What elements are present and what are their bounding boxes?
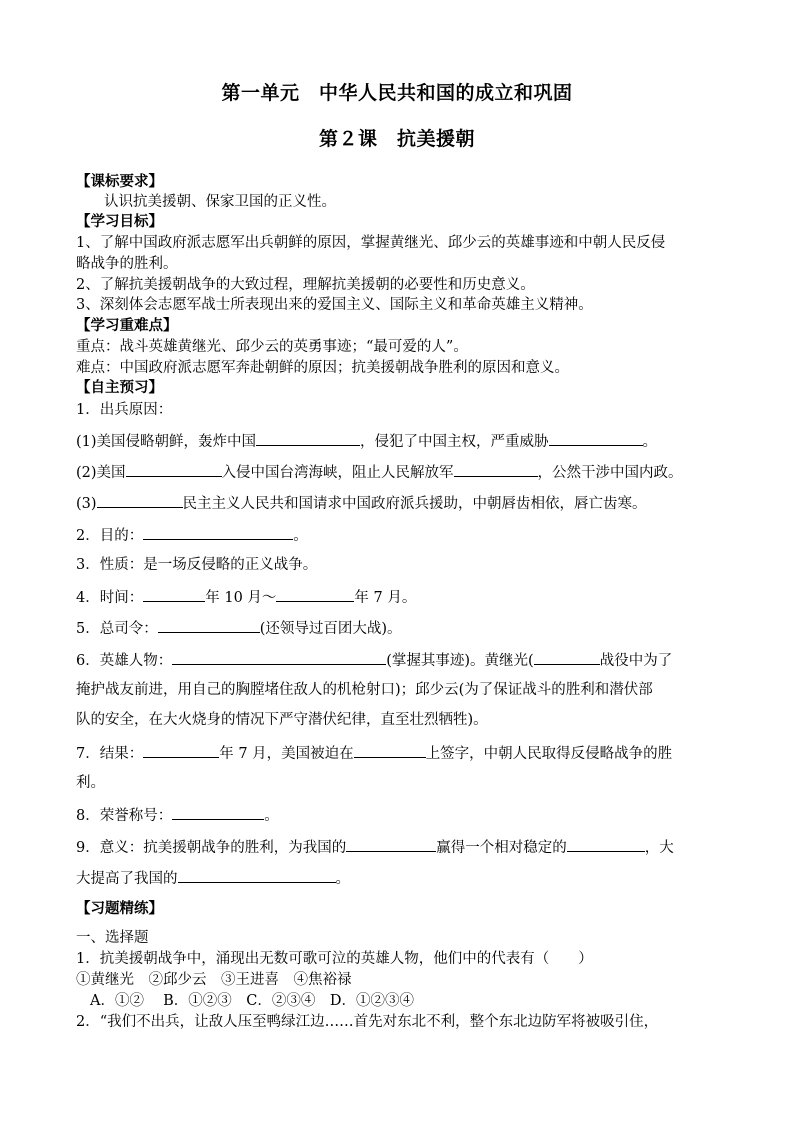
answer-blank[interactable] (143, 524, 293, 540)
preview-q2: 2．目的： 。 (76, 524, 308, 546)
preview-reason-2: (2)美国 入侵中国台湾海峡，阻止人民解放军 ，公然干涉中国内政。 (76, 461, 683, 483)
answer-blank[interactable] (276, 586, 354, 602)
preview-q9: 9．意义：抗美援朝战争的胜利，为我国的 赢得一个相对稳定的 ，大 (76, 836, 674, 858)
preview-reason-3: (3) 民主主义人民共和国请求中国政府派兵援助，中朝唇齿相依，唇亡齿寒。 (76, 492, 647, 514)
answer-blank[interactable] (354, 742, 426, 758)
preview-q8: 8．荣誉称号： 。 (76, 804, 279, 826)
preview-q1: 1．出兵原因： (76, 402, 173, 418)
answer-blank[interactable] (143, 586, 205, 602)
preview-q3: 3．性质：是一场反侵略的正义战争。 (76, 557, 318, 573)
answer-blank[interactable] (549, 430, 643, 446)
answer-blank[interactable] (172, 804, 264, 820)
preview-q6-cont-2: 队的安全，在大火烧身的情况下严守潜伏纪律，直至壮烈牺牲)。 (76, 712, 488, 728)
exercise-2-question: 2．“我们不出兵，让敌人压至鸭绿江边……首先对东北不利，整个东北边防军将被吸引住， (76, 1014, 659, 1030)
curriculum-heading: 【课标要求】 (76, 174, 163, 190)
preview-heading: 【自主预习】 (76, 380, 163, 396)
answer-blank[interactable] (567, 836, 645, 852)
preview-reason-1: (1)美国侵略朝鲜，轰炸中国 ，侵犯了中国主权，严重威胁 。 (76, 430, 657, 452)
lesson-title: 第２课 抗美援朝 (318, 128, 475, 150)
goal-3: 3、深刻体会志愿军战士所表现出来的爱国主义、国际主义和革命英雄主义精神。 (76, 297, 593, 313)
answer-blank[interactable] (346, 836, 436, 852)
goals-heading: 【学习目标】 (76, 214, 163, 230)
answer-blank[interactable] (158, 617, 260, 633)
preview-q6: 6．英雄人物： (掌握其事迹)。黄继光( 战役中为了 (76, 649, 672, 671)
goal-1-cont: 略战争的胜利。 (76, 256, 178, 272)
keypoints-heading: 【学习重难点】 (76, 318, 178, 334)
exercises-part-1: 一、选择题 (76, 930, 149, 946)
goal-2: 2、了解抗美援朝战争的大致过程，理解抗美援朝的必要性和历史意义。 (76, 277, 535, 293)
preview-q9-cont: 大提高了我国的 。 (76, 867, 350, 889)
key-point: 重点：战斗英雄黄继光、邱少云的英勇事迹；“最可爱的人”。 (76, 339, 468, 355)
answer-blank[interactable] (178, 867, 336, 883)
preview-q7: 7．结果： 年 7 月，美国被迫在 上签字，中朝人民取得反侵略战争的胜 (76, 742, 672, 764)
preview-q7-cont: 利。 (76, 775, 105, 791)
preview-q5: 5．总司令： (还领导过百团大战)。 (76, 617, 402, 639)
exercise-1-options: A．①② B．①②③ C．②③④ D．①②③④ (90, 993, 414, 1009)
answer-blank[interactable] (256, 430, 360, 446)
exercise-1-items: ①黄继光 ②邱少云 ③王进喜 ④焦裕禄 (76, 972, 352, 988)
exercises-heading: 【习题精练】 (76, 901, 163, 917)
exercise-1-question: 1．抗美援朝战争中，涌现出无数可歌可泣的英雄人物，他们中的代表有（ ） (76, 951, 593, 967)
preview-q6-cont: 掩护战友前进，用自己的胸膛堵住敌人的机枪射口)；邱少云(为了保证战斗的胜利和潜伏部 (76, 682, 653, 698)
preview-q4: 4．时间： 年 10 月～ 年 7 月。 (76, 586, 416, 608)
answer-blank[interactable] (454, 461, 538, 477)
curriculum-text: 认识抗美援朝、保家卫国的正义性。 (104, 194, 336, 210)
answer-blank[interactable] (143, 742, 219, 758)
unit-title: 第一单元 中华人民共和国的成立和巩固 (221, 82, 573, 104)
answer-blank[interactable] (172, 649, 386, 665)
goal-1: 1、了解中国政府派志愿军出兵朝鲜的原因，掌握黄继光、邱少云的英雄事迹和中朝人民反侵 (76, 235, 666, 251)
answer-blank[interactable] (534, 649, 600, 665)
answer-blank[interactable] (126, 461, 222, 477)
difficult-point: 难点：中国政府派志愿军奔赴朝鲜的原因；抗美援朝战争胜利的原因和意义。 (76, 360, 569, 376)
answer-blank[interactable] (97, 492, 183, 508)
